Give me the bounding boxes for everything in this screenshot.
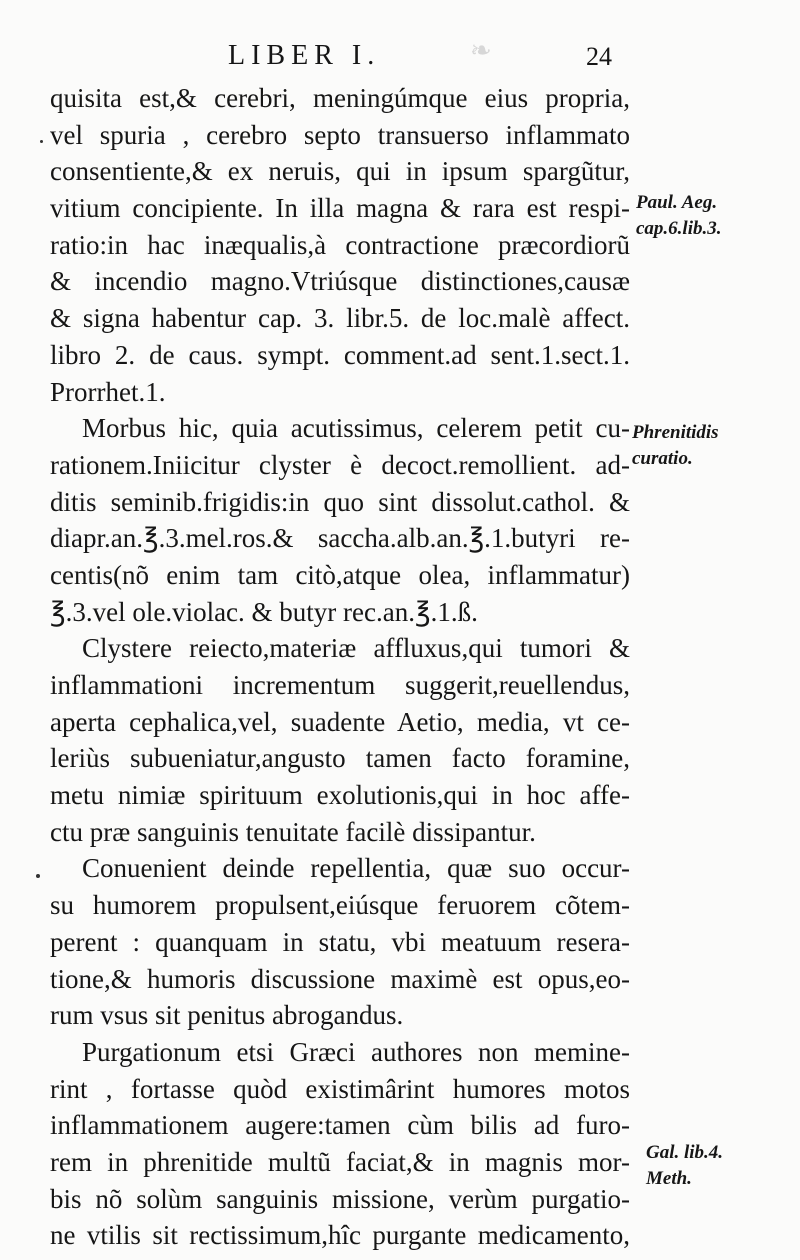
text-line: consentiente,& ex neruis, qui in ipsum spargũtur, (50, 156, 630, 187)
text-line: rint , fortasse quòd existimârint humores motos (50, 1073, 630, 1104)
text-line: ℥.3.vel ole.violac. & butyr rec.an.℥.1.ß. (50, 596, 478, 627)
folio-number: 24 (586, 42, 612, 71)
text-line: Morbus hic, quia acutissimus, celerem petit cu- (82, 413, 630, 444)
text-line: Prorrhet.1. (50, 376, 166, 407)
text-line: & incendio magno.Vtriúsque distinctiones,causæ (50, 266, 630, 297)
text-line: rationem.Iniicitur clyster è decoct.remollient. ad- (50, 449, 630, 480)
text-line: Clystere reiecto,materiæ affluxus,qui tumori & (82, 633, 630, 664)
text-line: tione,& humoris discussione maximè est opus,eo- (50, 963, 630, 994)
text-line: perent : quanquam in statu, vbi meatuum resera- (50, 926, 630, 957)
margin-note-gal-lib (646, 1140, 796, 1192)
text-line: metu nimiæ spirituum exolutionis,qui in hoc affe- (50, 780, 630, 811)
main-text-column (50, 80, 630, 1254)
margin-note-line: Gal. lib.4. (646, 1142, 724, 1163)
text-line: inflammationem augere:tamen cùm bilis ad furo- (50, 1110, 630, 1141)
text-line: ratio:in hac inæqualis,à contractione præcordiorũ (50, 229, 630, 260)
margin-note-line: Meth. (646, 1168, 692, 1189)
text-line: su humorem propulsent,eiúsque feruorem cõtem- (50, 890, 630, 921)
running-head: LIBER I. (228, 40, 381, 71)
margin-note-line: curatio. (632, 448, 693, 469)
text-line: centis(nõ enim tam citò,atque olea, inflammatur) (50, 559, 630, 590)
text-line: leriùs subueniatur,angusto tamen facto foramine, (50, 743, 630, 774)
text-line: vel spuria , cerebro septo transuerso inflammato (50, 119, 630, 150)
margin-note-phrenitidis (632, 420, 782, 472)
margin-note-line: Paul. Aeg. (636, 192, 718, 213)
text-line: rum vsus sit penitus abrogandus. (50, 1000, 404, 1031)
text-line: vitium concipiente. In illa magna & rara est respi- (50, 193, 630, 224)
text-line: aperta cephalica,vel, suadente Aetio, media, vt ce- (50, 706, 630, 737)
text-line: libro 2. de caus. sympt. comment.ad sent.1.sect.1. (50, 339, 630, 370)
page-header (0, 40, 800, 80)
ink-speck (40, 140, 43, 143)
text-line: Purgationum etsi Græci authores non meminе- (82, 1036, 630, 1067)
margin-note-paul-aeg (636, 190, 786, 242)
text-line: ctu præ sanguinis tenuitate facilè dissipantur. (50, 816, 536, 847)
text-line: Conuenient deinde repellentia, quæ suo occur- (82, 853, 630, 884)
text-line: bis nõ solùm sanguinis missione, verùm purgatio- (50, 1183, 630, 1214)
ink-speck (36, 874, 40, 878)
text-line: quisita est,& cerebri, meningúmque eius propria, (50, 83, 630, 113)
text-line: ditis seminib.frigidis:in quo sint dissolut.cathol. & (50, 486, 630, 517)
margin-note-line: cap.6.lib.3. (636, 218, 722, 239)
text-line: diapr.an.℥.3.mel.ros.& saccha.alb.an.℥.1.butyri re- (50, 523, 630, 554)
margin-note-line: Phrenitidis (632, 422, 719, 443)
show-through-text: ❧ (470, 36, 492, 65)
text-line: & signa habentur cap. 3. libr.5. de loc.malè affect. (50, 303, 630, 334)
text-line: rem in phrenitide multũ faciat,& in magnis mor- (50, 1146, 630, 1177)
text-line: inflammationi incrementum suggerit,reuellendus, (50, 670, 630, 700)
text-line: ne vtilis sit rectissimum,hîc purgante medicamento, (50, 1220, 630, 1251)
